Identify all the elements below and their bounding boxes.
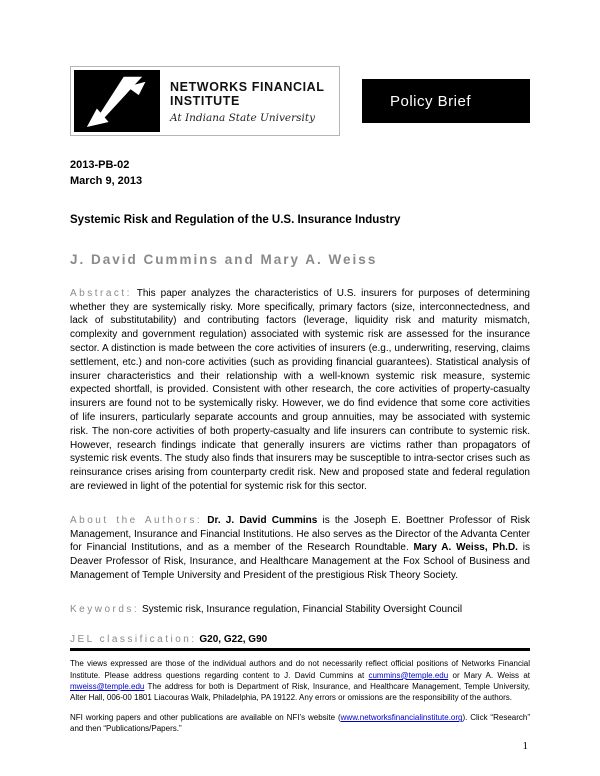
author2-bio: is Deaver Professor of Risk, Insurance, and Healthcare Management at the Fox School of Business and Management of Temple University and President of the prestigious Risk Theory Society.: [70, 542, 530, 582]
page-number: 1: [522, 740, 528, 752]
email-link-weiss[interactable]: mweiss@temple.edu: [70, 681, 145, 691]
policy-brief-label: Policy Brief: [390, 92, 472, 110]
keywords-line: [70, 603, 530, 617]
about-authors-label: About the Authors:: [70, 514, 203, 526]
keywords-label: Keywords:: [70, 603, 140, 615]
document-number: 2013-PB-02: [70, 159, 130, 171]
document-meta: [70, 158, 530, 190]
document-title: Systemic Risk and Regulation of the U.S. Insurance Industry: [70, 213, 401, 226]
org-name-line1: NETWORKS FINANCIAL: [170, 80, 325, 95]
author2-name: Mary A. Weiss, Ph.D.: [413, 542, 518, 554]
nfi-logo-icon: [74, 70, 160, 132]
disclaimer-text-1: The views expressed are those of the individual authors and do not necessarily reflect official positions of Networks Financial Institute. Please address questions regarding content to J. David Cummins at: [70, 659, 530, 680]
policy-brief-banner: [362, 79, 530, 123]
author1-bio: is the Joseph E. Boettner Professor of Risk Management, Insurance and Financial Institutions. He also serves as the Director of the Advanta Center for Financial Institutions, and as a member of the Research Roundtable.: [70, 514, 530, 554]
abstract-paragraph: [70, 287, 530, 494]
disclaimer-text-3: The address for both is Department of Risk, Insurance, and Healthcare Management, Temple University, Alter Hall, 006-00 1801 Liacouras Walk, Philadelphia, PA 19122. Any errors or omissions are the responsibility of the authors.: [70, 681, 530, 702]
disclaimer-text-2: or Mary A. Weiss at: [448, 670, 530, 680]
availability-text-1: NFI working papers and other publications are available on NFI’s website (: [70, 713, 341, 723]
nfi-logo-block: [70, 66, 340, 136]
jel-label: JEL classification:: [70, 633, 197, 645]
org-tagline: At Indiana State University: [170, 111, 316, 124]
about-authors-paragraph: [70, 514, 530, 583]
org-text: [170, 78, 325, 124]
keywords-text: Systemic risk, Insurance regulation, Financial Stability Oversight Council: [141, 603, 463, 615]
authors-line: J. David Cummins and Mary A. Weiss: [70, 251, 378, 267]
abstract-label: Abstract:: [70, 287, 132, 299]
org-name-line2: INSTITUTE: [170, 94, 240, 109]
abstract-text: This paper analyzes the characteristics of U.S. insurers for purposes of determining whether they are systemically risky. More specifically, primary factors (size, interconnectedness, and lack of substitutability) and contributing factors (leverage, liquidity risk and maturity mismatch, complexity and government regulation) associated with systemic risk are assessed for the insurance sector. A distinction is made between the core activities of insurers (e.g., underwriting, reserving, claims settlement, etc.) and non-core activities (such as providing financial guarantees). Statistical analysis of insurer characteristics and their relationship with a well-known systemic risk measure, systemic expected shortfall, is provided. Consistent with other research, the core activities of property-casualty insurers are found not to be systemically risky. However, we do find evidence that some core activities of life insurers, particularly separate accounts and group annuities, may be associated with systemic risk. The non-core activities of both property-casualty and life insurers can contribute to systemic risk. However, research findings indicate that generally insurers are victims rather than propagators of systemic risk events. The study also finds that insurers may be susceptible to intra-sector crises such as reinsurance crises arising from counterparty credit risk. New and proposed state and federal regulation are reviewed in light of the potential for systemic risk for this sector.: [70, 287, 530, 493]
masthead: [70, 66, 530, 136]
jel-classification-line: [70, 633, 530, 652]
document-date: March 9, 2013: [70, 174, 143, 187]
disclaimer-note: [70, 658, 530, 703]
availability-note: [70, 712, 530, 734]
availability-text-2: ). Click “Research” and then “Publications/Papers.”: [70, 713, 531, 734]
email-link-cummins[interactable]: cummins@temple.edu: [368, 670, 449, 680]
website-link[interactable]: www.networksfinancialinstitute.org: [340, 713, 463, 723]
author1-name: Dr. J. David Cummins: [207, 514, 318, 526]
jel-values: G20, G22, G90: [199, 633, 268, 645]
